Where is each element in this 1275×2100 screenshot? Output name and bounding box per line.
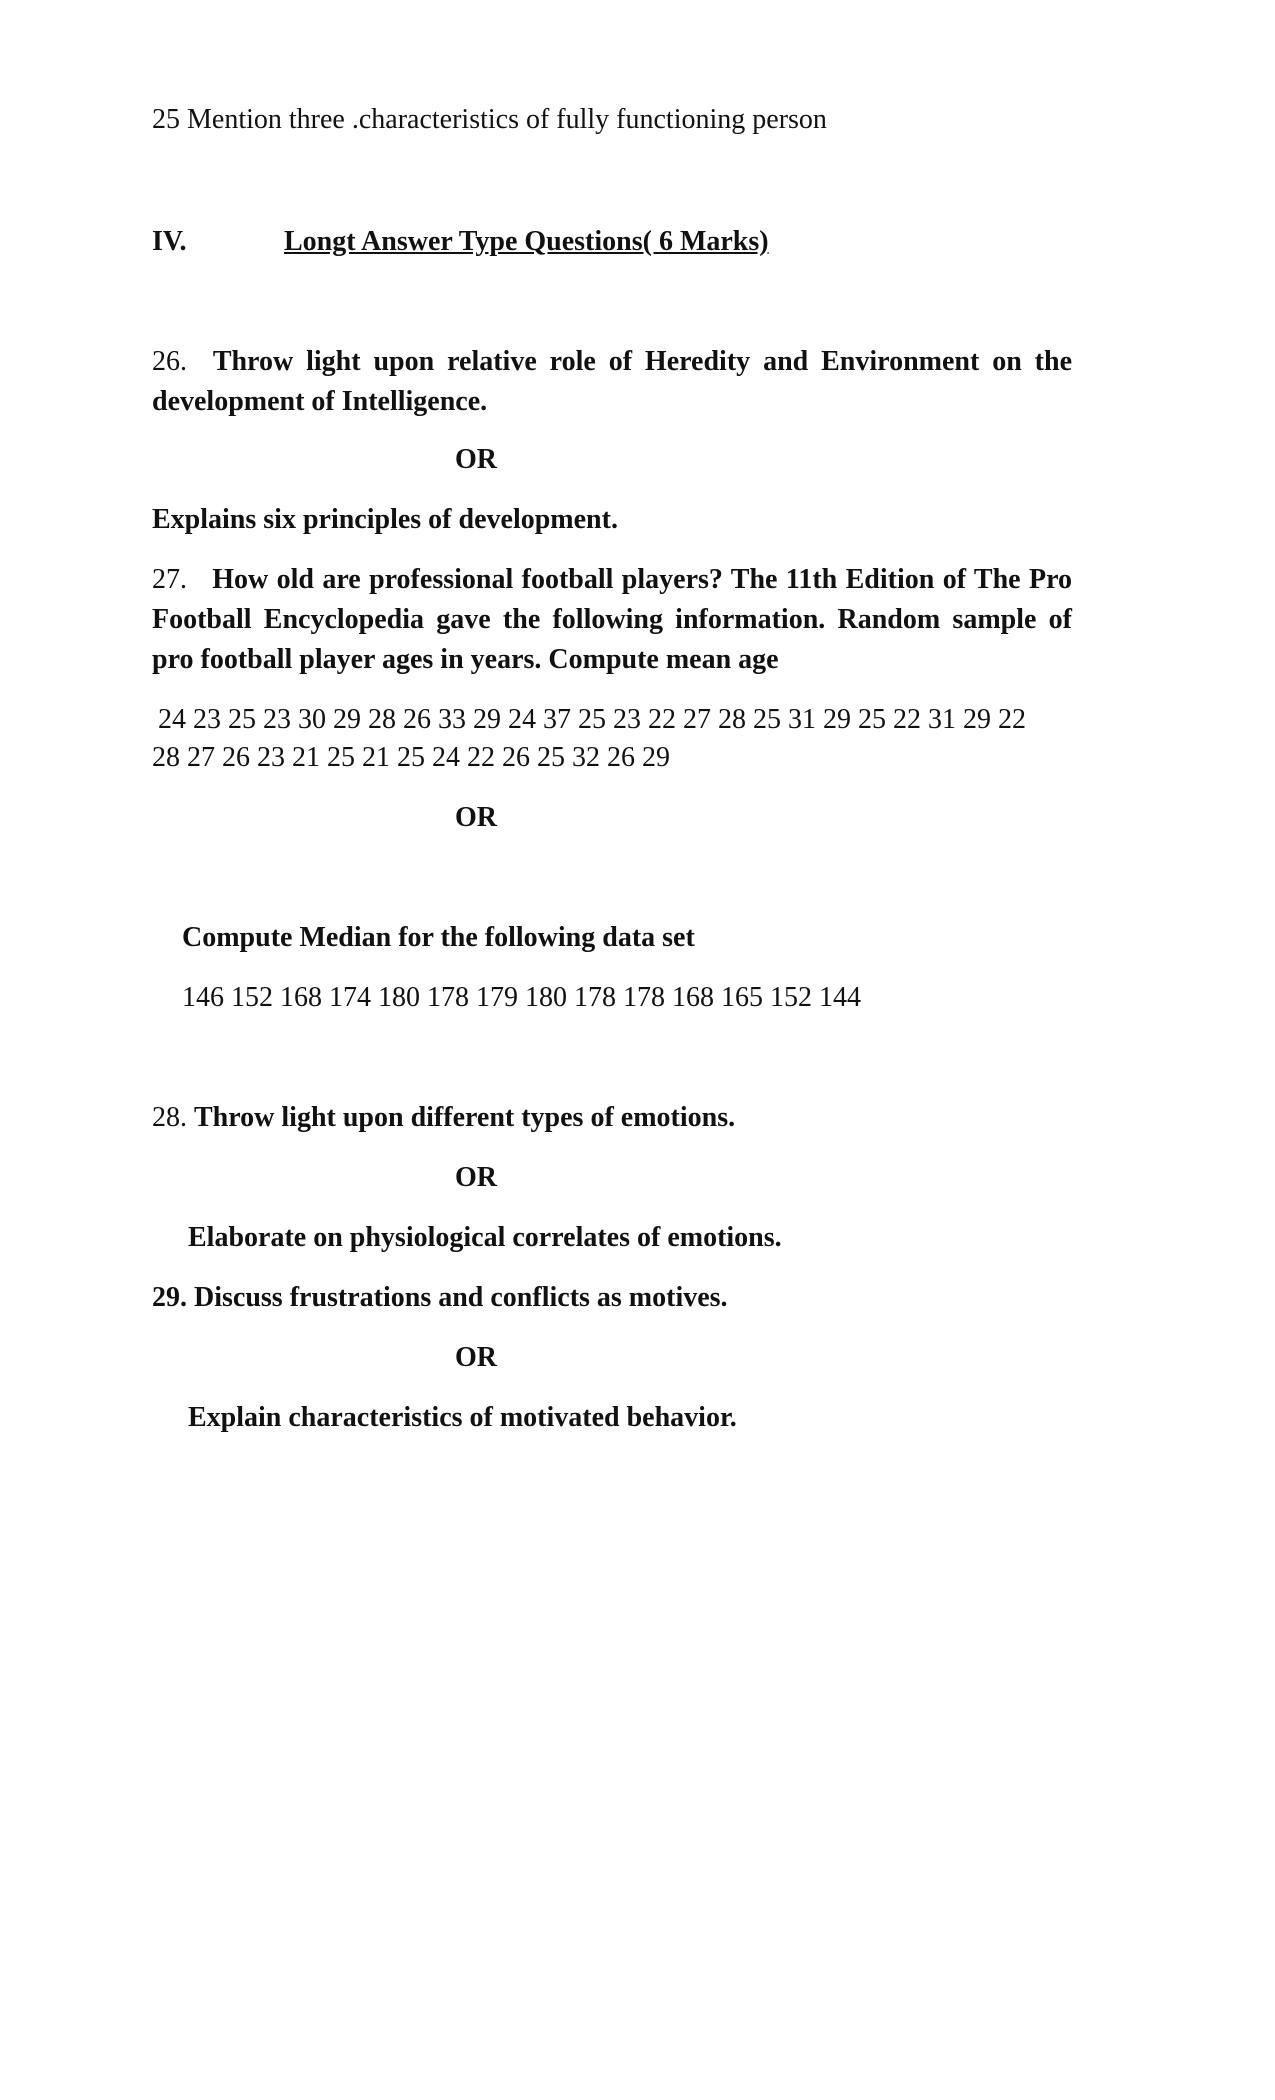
section-numeral: IV. — [152, 226, 187, 257]
question-27-text: How old are professional football players? The 11th Edition of The Pro Football Encyclopedia gave the following information. Random sample of pro football player ages in years. Compute mean age — [152, 564, 1073, 675]
question-27-alt: Compute Median for the following data set — [182, 922, 695, 953]
question-29-alt: Explain characteristics of motivated behavior. — [188, 1402, 737, 1433]
question-27-data-line-1: 24 23 25 23 30 29 28 26 33 29 24 37 25 23 22 27 28 25 31 29 25 22 31 29 22 — [158, 704, 1026, 735]
or-26: OR — [455, 444, 497, 475]
question-27 — [152, 560, 1072, 680]
question-27-data-line-2: 28 27 26 23 21 25 21 25 24 22 26 25 32 26 29 — [152, 742, 670, 773]
question-25: 25 Mention three .characteristics of fully functioning person — [152, 104, 827, 135]
question-26 — [152, 342, 1072, 422]
question-28-alt: Elaborate on physiological correlates of emotions. — [188, 1222, 782, 1253]
question-26-alt: Explains six principles of development. — [152, 504, 618, 535]
question-28-number: 28. — [152, 1102, 187, 1133]
or-27: OR — [455, 802, 497, 833]
section-title: Longt Answer Type Questions( 6 Marks) — [284, 226, 769, 257]
or-28: OR — [455, 1162, 497, 1193]
question-27-number: 27. — [152, 564, 187, 595]
or-29: OR — [455, 1342, 497, 1373]
question-26-text: Throw light upon relative role of Heredity and Environment on the development of Intelligence. — [152, 346, 1072, 417]
question-26-number: 26. — [152, 346, 187, 377]
question-28-text: Throw light upon different types of emotions. — [194, 1102, 736, 1133]
question-27-alt-data: 146 152 168 174 180 178 179 180 178 178 168 165 152 144 — [182, 982, 861, 1013]
question-28 — [152, 1098, 735, 1138]
question-29: 29. Discuss frustrations and conflicts as motives. — [152, 1282, 728, 1313]
